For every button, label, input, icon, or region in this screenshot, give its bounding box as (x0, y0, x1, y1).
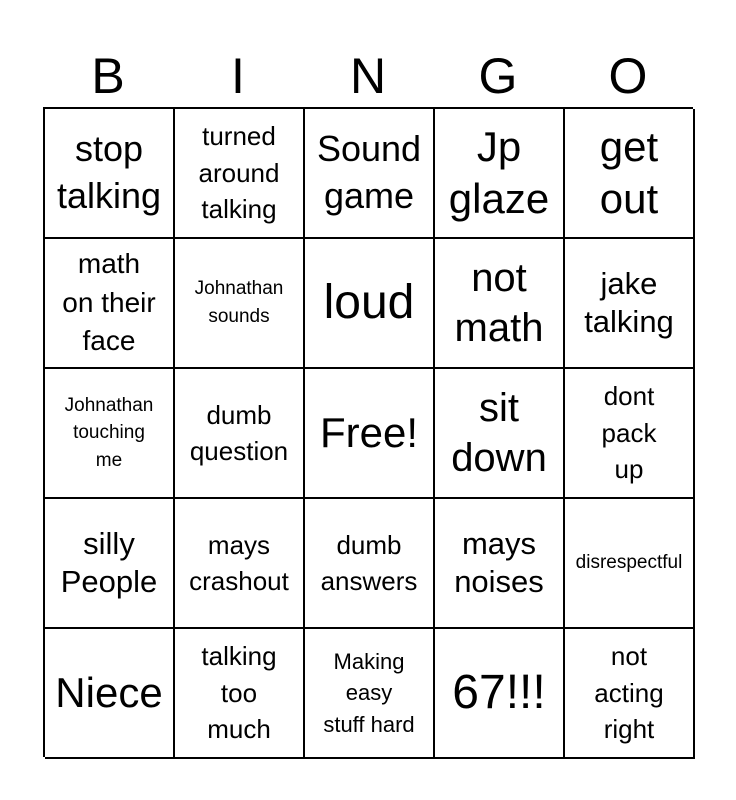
bingo-cell[interactable] (565, 629, 695, 759)
cell-text: Free! (319, 408, 419, 456)
cell-text: stop talking (56, 128, 162, 216)
bingo-board (43, 107, 693, 757)
bingo-cell[interactable] (305, 369, 435, 499)
bingo-cell[interactable] (565, 499, 695, 629)
header-letter-g: G (478, 48, 518, 104)
bingo-cell[interactable] (175, 629, 305, 759)
bingo-cell[interactable] (435, 109, 565, 239)
bingo-cell[interactable] (305, 239, 435, 369)
bingo-cell[interactable] (45, 239, 175, 369)
header-letter-n: N (349, 48, 387, 104)
bingo-cell[interactable] (175, 109, 305, 239)
bingo-cell[interactable] (305, 629, 435, 759)
bingo-cell[interactable] (45, 499, 175, 629)
cell-text: not acting right (594, 641, 664, 745)
cell-text: loud (323, 275, 415, 329)
cell-text: not math (454, 256, 544, 350)
bingo-cell[interactable] (45, 109, 175, 239)
bingo-cell[interactable] (175, 499, 305, 629)
header-letter-o: O (608, 48, 648, 104)
cell-text: dumb answers (320, 529, 418, 596)
bingo-cell[interactable] (435, 239, 565, 369)
bingo-cell[interactable] (435, 499, 565, 629)
cell-text: jake talking (584, 265, 674, 339)
cell-text: Making easy stuff hard (323, 649, 415, 737)
bingo-cell[interactable] (565, 239, 695, 369)
cell-text: mays noises (454, 525, 544, 599)
bingo-header (43, 45, 693, 107)
bingo-cell[interactable] (305, 499, 435, 629)
bingo-cell[interactable] (565, 109, 695, 239)
cell-text: mays crashout (189, 529, 289, 596)
header-letter-b: B (91, 48, 125, 104)
cell-text: silly People (60, 525, 158, 599)
cell-text: 67!!! (452, 665, 546, 719)
cell-text: dont pack up (601, 381, 657, 485)
cell-text: dumb question (189, 399, 289, 466)
bingo-cell[interactable] (45, 369, 175, 499)
cell-text: disrespectful (575, 552, 683, 574)
bingo-cell[interactable] (175, 239, 305, 369)
header-letter-i: I (231, 48, 245, 104)
cell-text: turned around talking (198, 121, 280, 225)
cell-text: Jp glaze (448, 122, 550, 222)
bingo-cell[interactable] (435, 369, 565, 499)
cell-text: get out (599, 122, 659, 222)
cell-text: math on their face (62, 248, 156, 357)
bingo-cell[interactable] (45, 629, 175, 759)
cell-text: sit down (451, 386, 547, 480)
cell-text: Johnathan sounds (194, 278, 284, 327)
bingo-cell[interactable] (305, 109, 435, 239)
bingo-cell[interactable] (565, 369, 695, 499)
cell-text: Niece (55, 668, 163, 716)
cell-text: Sound game (316, 128, 422, 216)
cell-text: talking too much (201, 641, 277, 745)
bingo-cell[interactable] (435, 629, 565, 759)
cell-text: Johnathan touching me (64, 394, 154, 471)
bingo-cell[interactable] (175, 369, 305, 499)
